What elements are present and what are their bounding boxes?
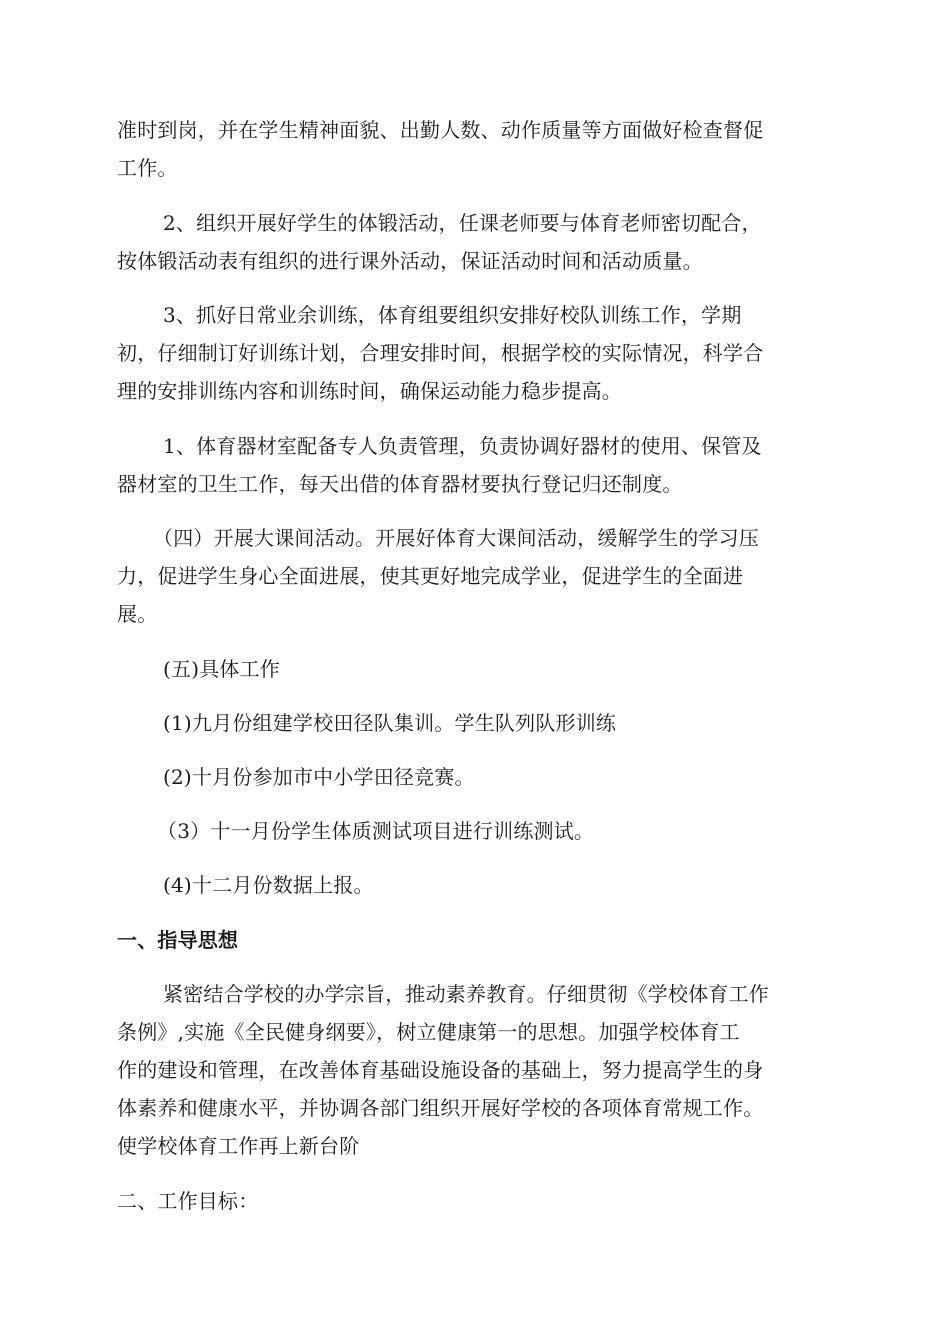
- paragraph-line: 使学校体育工作再上新台阶: [117, 1134, 360, 1158]
- paragraph-line: 2、组织开展好学生的体锻活动，任课老师要与体育老师密切配合，: [163, 211, 762, 235]
- paragraph-line: 紧密结合学校的办学宗旨，推动素养教育。仔细贯彻《学校体育工作: [163, 982, 769, 1006]
- paragraph-line: 按体锻活动表有组织的进行课外活动，保证活动时间和活动质量。: [117, 249, 703, 273]
- paragraph-line: 工作。: [117, 156, 178, 180]
- paragraph-line: (4)十二月份数据上报。: [163, 873, 374, 897]
- paragraph-line: 展。: [117, 602, 158, 626]
- paragraph-line: 1、体育器材室配备专人负责管理，负责协调好器材的使用、保管及: [163, 434, 762, 458]
- paragraph-line: （四）开展大课间活动。开展好体育大课间活动，缓解学生的学习压: [153, 526, 759, 550]
- section-heading: 一、指导思想: [117, 928, 239, 952]
- paragraph-line: 理的安排训练内容和训练时间，确保运动能力稳步提高。: [117, 379, 622, 403]
- paragraph-line: 准时到岗，并在学生精神面貌、出勤人数、动作质量等方面做好检查督促: [117, 118, 764, 142]
- paragraph-line: 器材室的卫生工作，每天出借的体育器材要执行登记归还制度。: [117, 472, 683, 496]
- section-heading: 二、工作目标：: [117, 1189, 259, 1213]
- paragraph-line: （3）十一月份学生体质测试项目进行训练测试。: [157, 819, 595, 843]
- paragraph-line: (五)具体工作: [163, 657, 281, 681]
- paragraph-line: 初，仔细制订好训练计划，合理安排时间，根据学校的实际情况，科学合: [117, 341, 764, 365]
- paragraph-line: 力，促进学生身心全面进展，使其更好地完成学业，促进学生的全面进: [117, 564, 744, 588]
- paragraph-line: 条例》,实施《全民健身纲要》，树立健康第一的思想。加强学校体育工: [117, 1020, 740, 1044]
- paragraph-line: 体素养和健康水平，并协调各部门组织开展好学校的各项体育常规工作。: [117, 1096, 764, 1120]
- paragraph-line: 3、抓好日常业余训练，体育组要组织安排好校队训练工作，学期: [163, 303, 742, 327]
- paragraph-line: 作的建设和管理，在改善体育基础设施设备的基础上，努力提高学生的身: [117, 1058, 764, 1082]
- paragraph-line: (2)十月份参加市中小学田径竞赛。: [163, 765, 475, 789]
- paragraph-line: (1)九月份组建学校田径队集训。学生队列队形训练: [163, 711, 617, 735]
